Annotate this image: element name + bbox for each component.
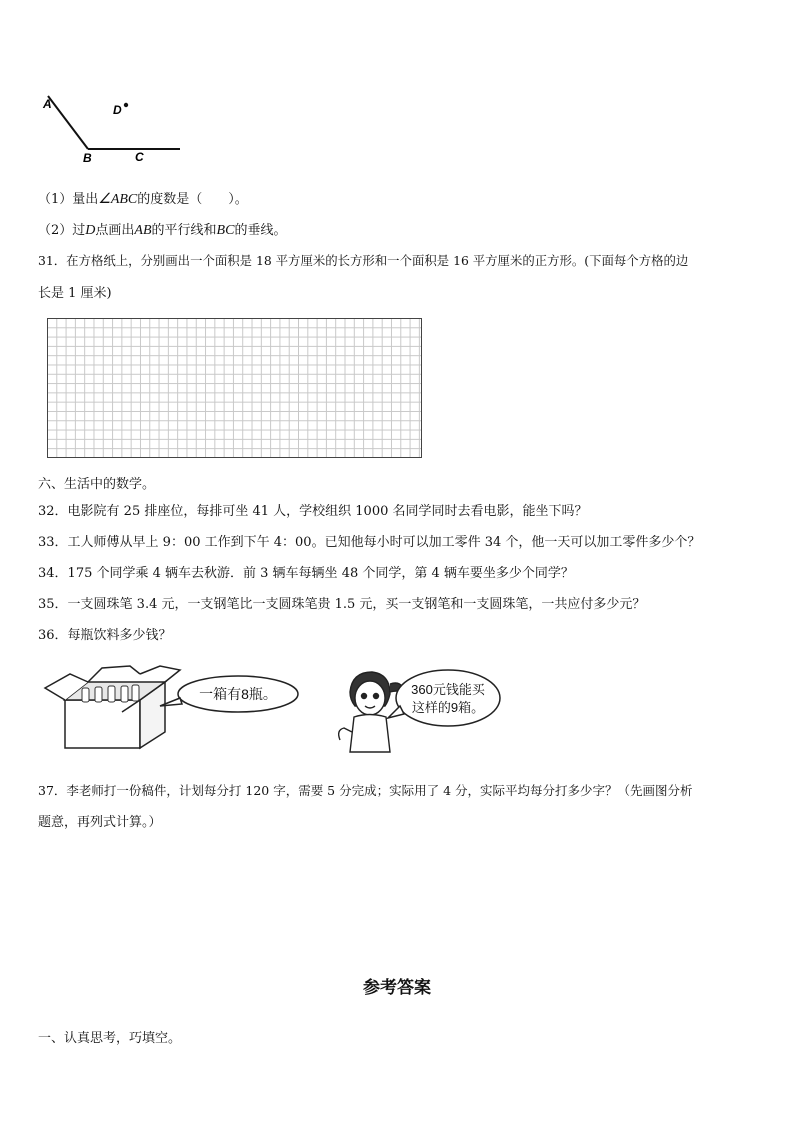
q33-text: 33．工人师傅从早上 9：00 工作到下午 4：00。已知他每小时可以加工零件 34 个，他一天可以加工零件多少个？ <box>38 535 701 550</box>
section-6-title: 六、生活中的数学。 <box>38 477 156 492</box>
label-a: A <box>43 97 52 111</box>
angle-abc-figure <box>38 88 198 168</box>
grid-paper <box>47 318 422 458</box>
speech-bubble-2 <box>396 670 500 726</box>
ray-ba <box>48 96 88 149</box>
q37-line2: 题意，再列式计算。） <box>38 815 162 830</box>
q36-text: 36．每瓶饮料多少钱？ <box>38 628 172 643</box>
label-c: C <box>135 150 144 164</box>
box-icon <box>45 666 180 748</box>
q30-part2: （2）过D点画出AB的平行线和BC的垂线。 <box>38 223 287 238</box>
speech-bubble-2-line2: 这样的9箱。 <box>411 700 485 715</box>
answers-section-1: 一、认真思考，巧填空。 <box>38 1031 182 1046</box>
speech-bubble-2-tail <box>388 706 404 718</box>
speech-bubble-2-line1: 360元钱能买 <box>411 682 485 697</box>
label-d: D <box>113 103 122 117</box>
q34-text: 34．175 个同学乘 4 辆车去秋游．前 3 辆车每辆坐 48 个同学，第 4 辆车要坐多少个同学？ <box>38 566 574 581</box>
label-b: B <box>83 151 92 165</box>
point-d <box>124 103 128 107</box>
q35-text: 35．一支圆珠笔 3.4 元，一支钢笔比一支圆珠笔贵 1.5 元，买一支钢笔和一支圆珠笔，一共应付多少元？ <box>38 597 646 612</box>
q30-part1: （1）量出∠ABC的度数是（ ）。 <box>38 192 248 207</box>
girl-illustration <box>330 662 510 757</box>
bottle-box-illustration <box>40 660 310 755</box>
answers-title: 参考答案 <box>363 978 431 998</box>
q31-line1: 31．在方格纸上，分别画出一个面积是 18 平方厘米的长方形和一个面积是 16 平方厘米的正方形。(下面每个方格的边 <box>38 253 689 268</box>
q32-text: 32．电影院有 25 排座位，每排可坐 41 人，学校组织 1000 名同学同时去看电影，能坐下吗？ <box>38 504 588 519</box>
q37-line1: 37．李老师打一份稿件，计划每分打 120 字，需要 5 分完成；实际用了 4 分，实际平均每分打多少字？（先画图分析 <box>38 783 693 798</box>
speech-bubble-1-text: 一箱有8瓶。 <box>199 686 277 702</box>
q31-line2: 长是 1 厘米) <box>38 286 112 301</box>
